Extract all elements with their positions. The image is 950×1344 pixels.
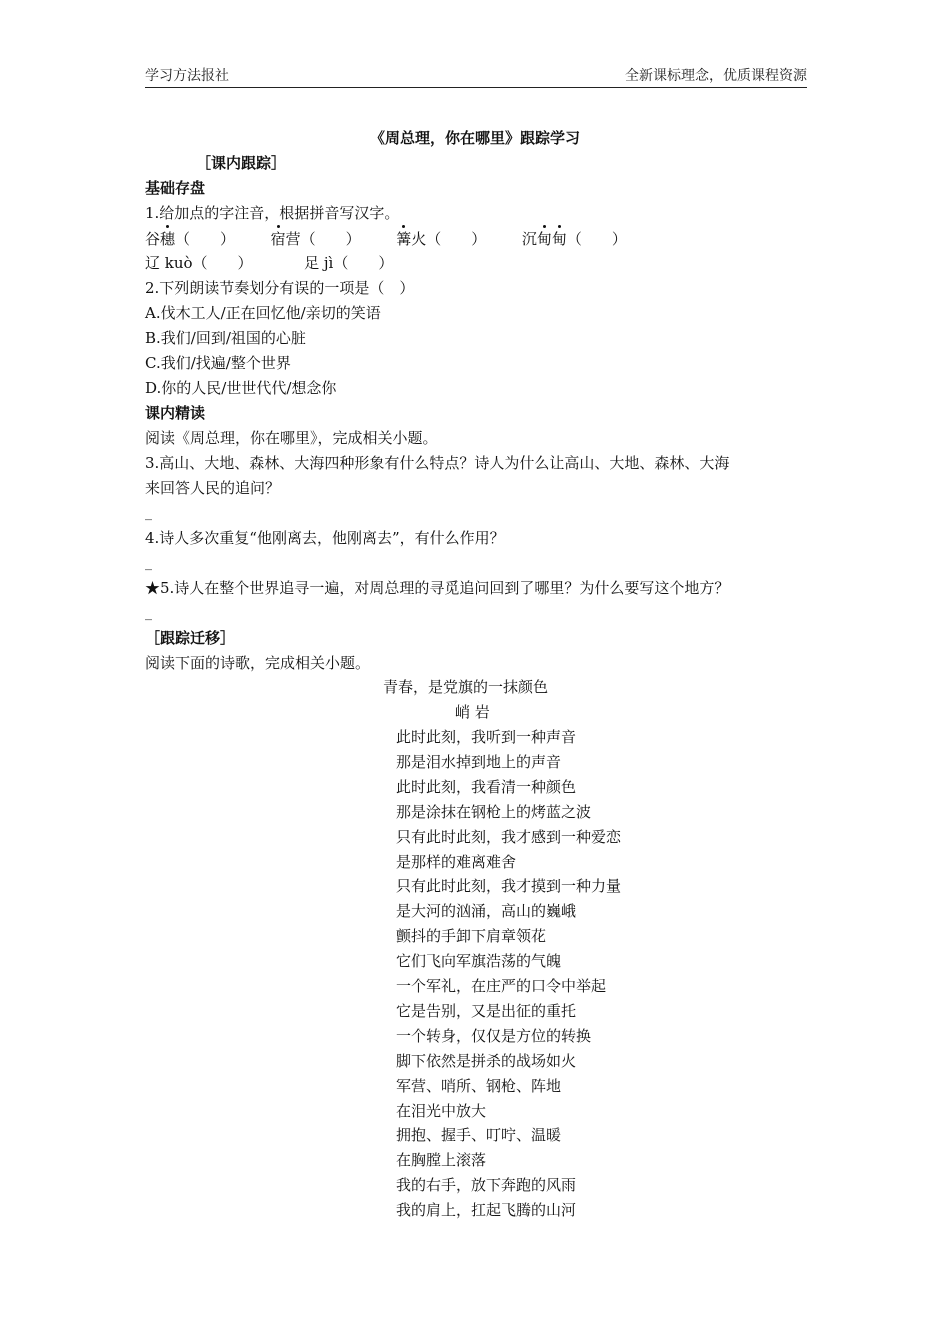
poem-line: 我的肩上，扛起飞腾的山河 — [396, 1201, 577, 1220]
poem-line: 此时此刻，我听到一种声音 — [396, 728, 577, 746]
q1-item-d: 沉甸甸（ ） — [521, 230, 627, 248]
answer-line-3: _ — [145, 505, 152, 521]
question-4: 4.诗人多次重复“他刚离去，他刚离去”，有什么作用？ — [145, 529, 505, 547]
dotted-char: 穗 — [160, 230, 176, 248]
page-header — [145, 66, 807, 88]
section-tracking-transfer: ［跟踪迁移］ — [145, 629, 236, 647]
poem-line: 颤抖的手卸下肩章领花 — [396, 927, 547, 946]
dotted-char: 宿 — [270, 230, 286, 248]
answer-line-5: _ — [145, 605, 152, 621]
poem-line: 它是告别，又是出征的重托 — [396, 1001, 577, 1020]
question-1-row-1 — [145, 229, 627, 249]
header-publisher: 学习方法报社 — [145, 68, 229, 84]
q1-item-a: 谷穗（ ） — [145, 230, 236, 248]
option-a: A.伐木工人/正在回忆他/亲切的笑语 — [145, 304, 381, 322]
poem-line: 那是泪水掉到地上的声音 — [396, 752, 562, 771]
question-1-row-2 — [145, 253, 393, 273]
q1-item-b: 宿营（ ） — [270, 230, 361, 248]
poem-title: 青春，是党旗的一抹颜色 — [383, 678, 549, 696]
section-in-class-tracking: ［课内跟踪］ — [196, 154, 287, 172]
answer-line-4: _ — [145, 555, 152, 571]
poem-line: 只有此时此刻，我才感到一种爱恋 — [396, 827, 622, 846]
poem-line: 在泪光中放大 — [396, 1101, 487, 1120]
poem-line: 在胸膛上滚落 — [396, 1151, 487, 1170]
poem-line: 是大河的汹涌，高山的巍峨 — [396, 902, 577, 921]
transfer-intro: 阅读下面的诗歌，完成相关小题。 — [145, 654, 371, 672]
poem-author: 峭 岩 — [455, 703, 490, 721]
heading-basics: 基础存盘 — [145, 179, 206, 197]
poem-line: 拥抱、握手、叮咛、温暖 — [396, 1126, 562, 1145]
option-b: B.我们/回到/祖国的心脏 — [145, 329, 306, 347]
close-reading-intro: 阅读《周总理，你在哪里》，完成相关小题。 — [145, 429, 438, 447]
document-title: 《周总理，你在哪里》跟踪学习 — [369, 129, 580, 147]
question-1: 1.给加点的字注音，根据拼音写汉字。 — [145, 204, 400, 222]
dotted-char: 甸 — [536, 230, 552, 248]
question-3-line-2: 来回答人民的追问？ — [145, 479, 281, 497]
poem-line: 是那样的难离难舍 — [396, 852, 517, 871]
option-c: C.我们/找遍/整个世界 — [145, 354, 291, 372]
q1-item-c: 篝火（ ） — [396, 230, 487, 248]
poem-line: 只有此时此刻，我才摸到一种力量 — [396, 877, 622, 896]
poem-line: 它们飞向军旗浩荡的气魄 — [396, 952, 562, 971]
poem-line: 一个转身，仅仅是方位的转换 — [396, 1026, 592, 1045]
option-d: D.你的人民/世世代代/想念你 — [145, 379, 337, 397]
question-5: ★5.诗人在整个世界追寻一遍，对周总理的寻觅追问回到了哪里？为什么要写这个地方？ — [145, 579, 730, 597]
poem-line: 那是涂抹在钢枪上的烤蓝之波 — [396, 802, 592, 821]
header-slogan: 全新课标理念，优质课程资源 — [625, 68, 807, 84]
q1-pinyin-a: 辽 kuò（ ） — [145, 254, 253, 272]
dotted-char: 篝 — [396, 230, 412, 248]
poem-line: 军营、哨所、钢枪、阵地 — [396, 1076, 562, 1095]
poem-line: 此时此刻，我看清一种颜色 — [396, 777, 577, 796]
heading-close-reading: 课内精读 — [145, 404, 206, 422]
poem-line: 一个军礼，在庄严的口令中举起 — [396, 977, 607, 995]
poem-line: 脚下依然是拼杀的战场如火 — [396, 1051, 577, 1070]
dotted-char: 甸 — [551, 230, 567, 248]
q1-pinyin-b: 足 jì（ ） — [304, 254, 394, 272]
question-3-line-1: 3.高山、大地、森林、大海四种形象有什么特点？诗人为什么让高山、大地、森林、大海 — [145, 454, 730, 472]
poem-line: 我的右手，放下奔跑的风雨 — [396, 1176, 577, 1195]
question-2: 2.下列朗读节奏划分有误的一项是（ ） — [145, 279, 415, 297]
